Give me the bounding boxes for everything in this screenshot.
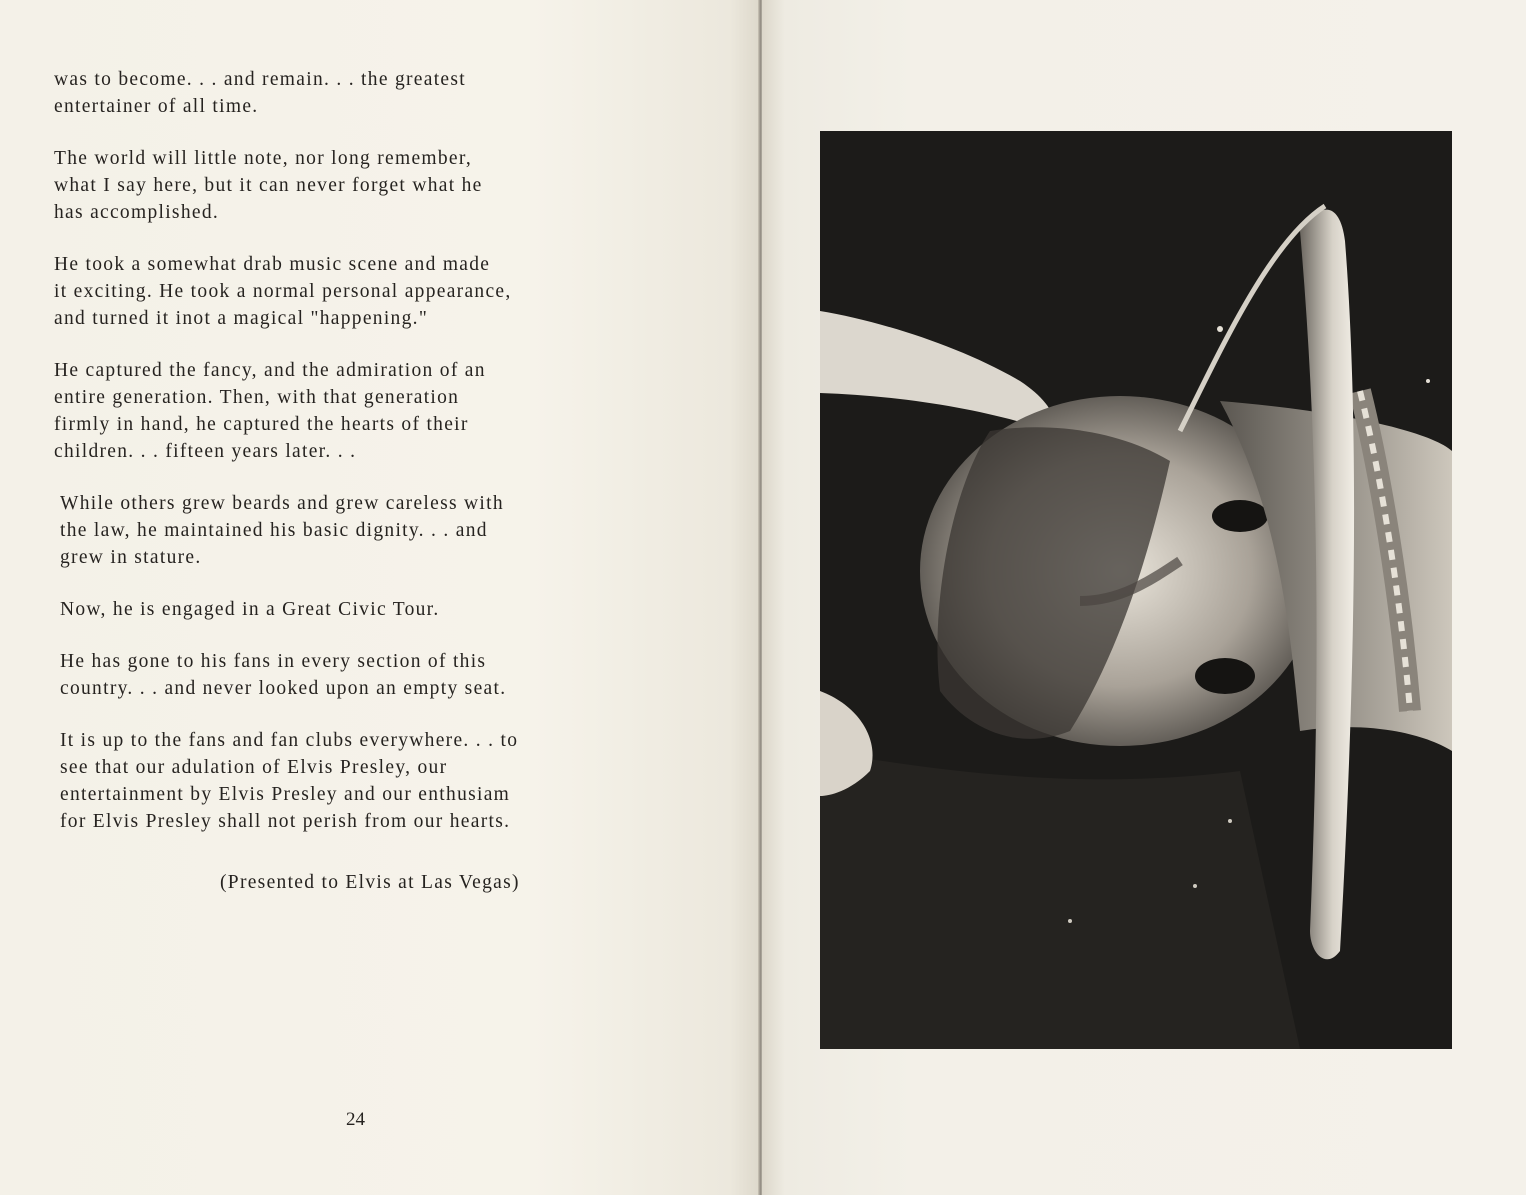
paragraph-7: He has gone to his fans in every section of this country. . . and never looked upon an empty seat. — [60, 651, 507, 699]
paragraph-2: The world will little note, nor long remember, what I say here, but it can never forget what he has accomplished. — [54, 148, 483, 223]
portrait-illustration — [820, 131, 1452, 1049]
paragraph-5: While others grew beards and grew careless with the law, he maintained his basic dignity. . . and grew in stature. — [60, 493, 504, 568]
paragraph-4: He captured the fancy, and the admiration of an entire generation. Then, with that generation firmly in hand, he captured the hearts of their children. . . fifteen years later. . . — [54, 360, 486, 462]
paragraph-3: He took a somewhat drab music scene and made it exciting. He took a normal personal appearance, and turned it inot a magical "happening." — [54, 254, 512, 329]
paragraph-8: It is up to the fans and fan clubs everywhere. . . to see that our adulation of Elvis Presley, our entertainment by Elvis Presley and our enthusiam for Elvis Presley shall not perish from our hearts. — [60, 730, 519, 832]
portrait-photo — [820, 131, 1452, 1049]
page-number: 24 — [346, 1109, 365, 1130]
credit-line: (Presented to Elvis at Las Vegas) — [220, 872, 520, 893]
paragraph-6: Now, he is engaged in a Great Civic Tour. — [60, 599, 440, 620]
body-text — [54, 66, 694, 860]
left-page — [0, 0, 760, 1195]
paragraph-1: was to become. . . and remain. . . the greatest entertainer of all time. — [54, 69, 466, 117]
